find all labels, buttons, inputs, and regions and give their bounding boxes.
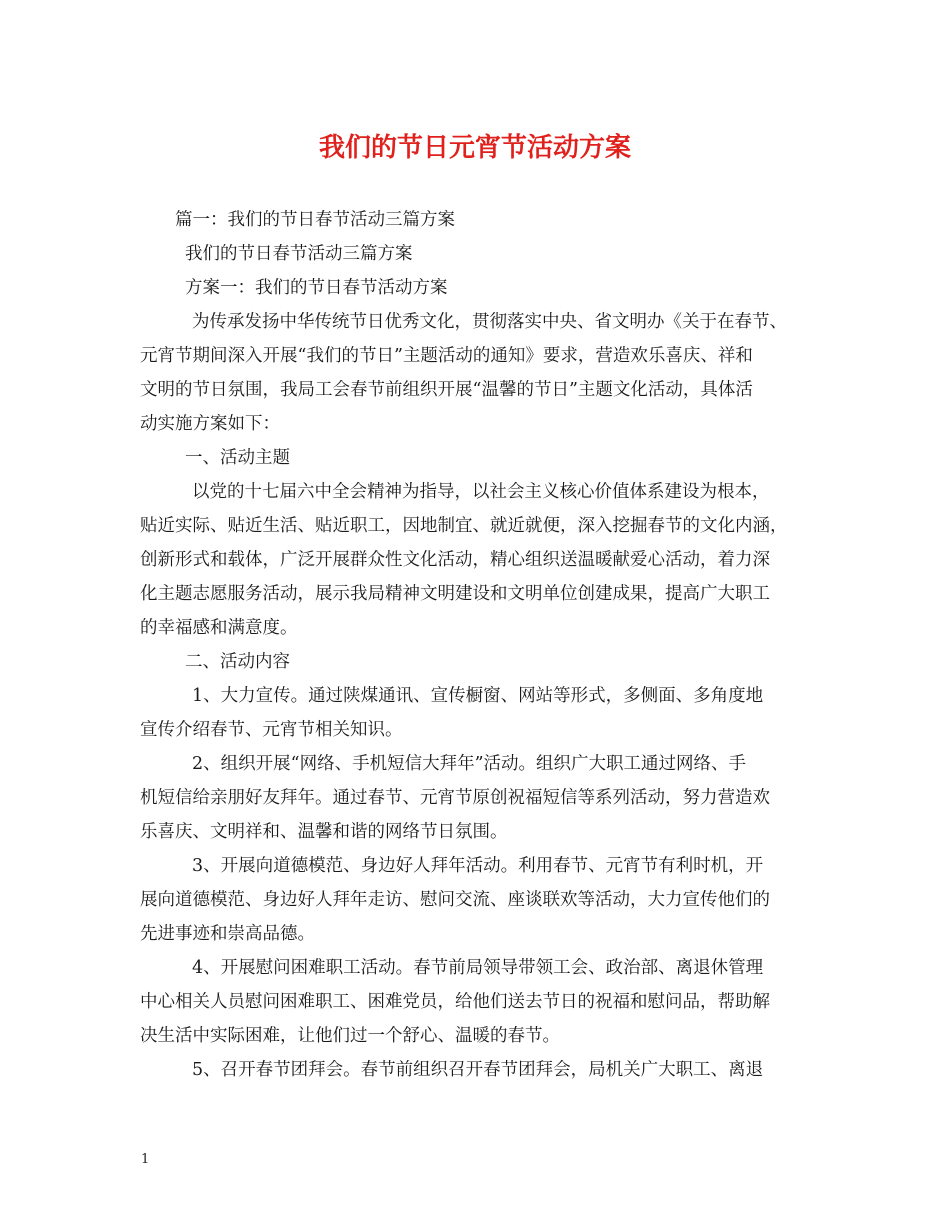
text-line: 决生活中实际困难，让他们过一个舒心、温暖的春节。: [140, 1026, 560, 1046]
text-line: 以党的十七届六中全会精神为指导，以社会主义核心价值体系建设为根本，: [192, 482, 770, 502]
text-line: 3、开展向道德模范、身边好人拜年活动。利用春节、元宵节有利时机，开: [192, 856, 764, 876]
document-body: [140, 203, 840, 1087]
text-line: 5、召开春节团拜会。春节前组织召开春节团拜会，局机关广大职工、离退: [192, 1060, 764, 1080]
text-line: 动实施方案如下：: [140, 414, 280, 434]
text-line: 一、活动主题: [185, 448, 290, 468]
text-line: 文明的节日氛围，我局工会春节前组织开展“温馨的节日”主题文化活动，具体活: [140, 380, 753, 400]
text-line: 先进事迹和崇高品德。: [140, 924, 315, 944]
page-number: 1: [141, 1152, 150, 1167]
text-line: 贴近实际、贴近生活、贴近职工，因地制宜、就近就便，深入挖掘春节的文化内涵，: [140, 516, 788, 536]
text-line: 的幸福感和满意度。: [140, 618, 298, 638]
text-line: 元宵节期间深入开展“我们的节日”主题活动的通知》要求，营造欢乐喜庆、祥和: [140, 346, 753, 366]
text-line: 为传承发扬中华传统节日优秀文化，贯彻落实中央、省文明办《关于在春节、: [192, 312, 787, 332]
text-line: 4、开展慰问困难职工活动。春节前局领导带领工会、政治部、离退休管理: [192, 958, 764, 978]
text-line: 创新形式和载体，广泛开展群众性文化活动，精心组织送温暖献爱心活动，着力深: [140, 550, 770, 570]
text-line: 乐喜庆、文明祥和、温馨和谐的网络节日氛围。: [140, 822, 508, 842]
text-line: 2、组织开展“网络、手机短信大拜年”活动。组织广大职工通过网络、手: [192, 754, 747, 774]
text-line: 展向道德模范、身边好人拜年走访、慰问交流、座谈联欢等活动，大力宣传他们的: [140, 890, 770, 910]
text-line: 我们的节日春节活动三篇方案: [185, 244, 413, 264]
text-line: 化主题志愿服务活动，展示我局精神文明建设和文明单位创建成果，提高广大职工: [140, 584, 770, 604]
text-line: 二、活动内容: [185, 652, 290, 672]
text-line: 方案一：我们的节日春节活动方案: [185, 278, 448, 298]
text-line: 篇一：我们的节日春节活动三篇方案: [175, 210, 455, 230]
text-line: 机短信给亲朋好友拜年。通过春节、元宵节原创祝福短信等系列活动，努力营造欢: [140, 788, 770, 808]
text-line: 1、大力宣传。通过陕煤通讯、宣传橱窗、网站等形式，多侧面、多角度地: [192, 686, 764, 706]
text-line: 中心相关人员慰问困难职工、困难党员，给他们送去节日的祝福和慰问品，帮助解: [140, 992, 770, 1012]
document-title: 我们的节日元宵节活动方案: [318, 133, 631, 163]
text-line: 宣传介绍春节、元宵节相关知识。: [140, 720, 403, 740]
